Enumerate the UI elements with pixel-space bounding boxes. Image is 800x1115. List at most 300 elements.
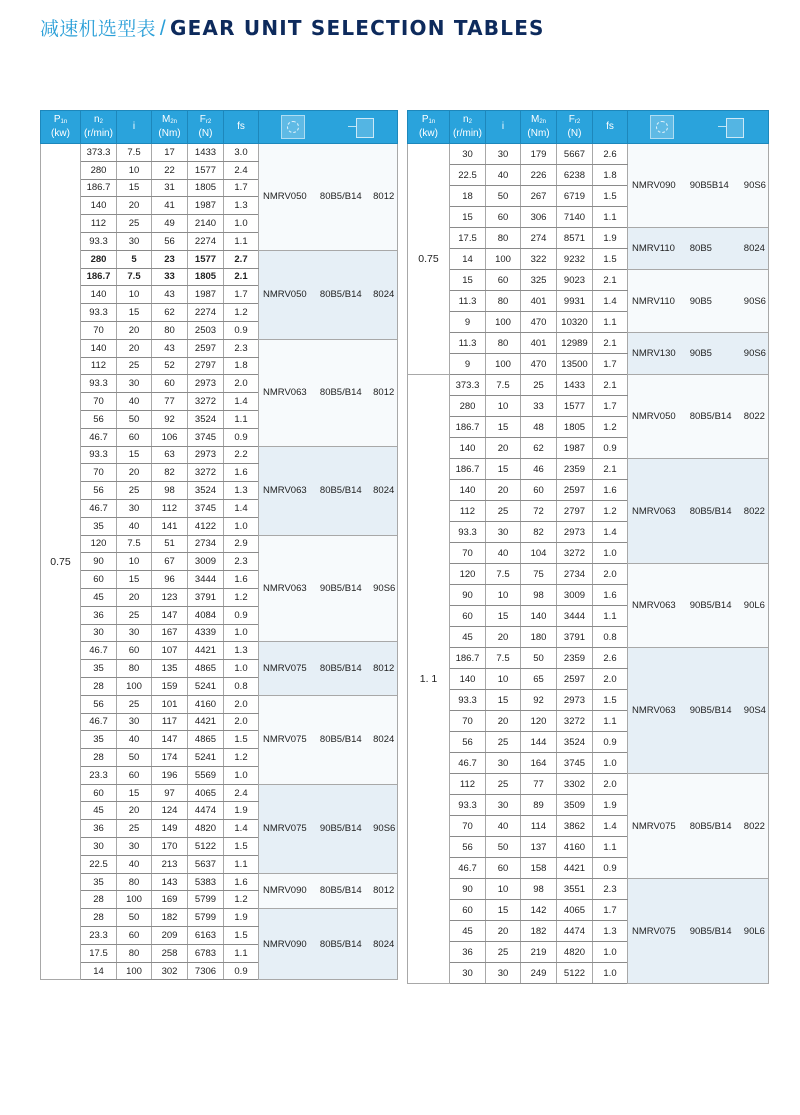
service-factor-cell: 0.9	[224, 606, 259, 624]
ratio-cell: 80	[117, 944, 152, 962]
gearbox-icon	[650, 115, 674, 139]
speed-cell: 35	[81, 517, 117, 535]
radial-load-cell: 2597	[557, 480, 593, 501]
speed-cell: 93.3	[81, 304, 117, 322]
service-factor-cell: 1.0	[224, 624, 259, 642]
table-row	[408, 270, 769, 291]
torque-cell: 169	[152, 891, 188, 909]
service-factor-cell: 2.1	[593, 270, 628, 291]
ratio-cell: 20	[117, 802, 152, 820]
torque-cell: 33	[152, 268, 188, 286]
service-factor-cell: 2.3	[224, 553, 259, 571]
torque-cell: 98	[521, 585, 557, 606]
speed-cell: 17.5	[81, 944, 117, 962]
radial-load-cell: 1433	[188, 144, 224, 162]
speed-cell: 140	[450, 438, 486, 459]
ratio-cell: 10	[486, 396, 521, 417]
motor-type: 90S6	[743, 180, 766, 191]
service-factor-cell: 1.2	[224, 891, 259, 909]
ratio-cell: 60	[117, 927, 152, 945]
service-factor-cell: 1.0	[593, 753, 628, 774]
radial-load-cell: 2597	[188, 339, 224, 357]
ratio-cell: 7.5	[486, 375, 521, 396]
service-factor-cell: 1.4	[224, 393, 259, 411]
service-factor-cell: 1.4	[224, 499, 259, 517]
model-cell	[628, 228, 769, 270]
table-row	[408, 459, 769, 480]
ratio-cell: 25	[486, 501, 521, 522]
service-factor-cell: 2.4	[224, 784, 259, 802]
ratio-cell: 20	[486, 480, 521, 501]
service-factor-cell: 1.4	[593, 816, 628, 837]
service-factor-cell: 1.0	[593, 942, 628, 963]
model-name: NMRV075	[263, 734, 307, 746]
service-factor-cell: 0.9	[224, 962, 259, 980]
model-info	[263, 191, 397, 202]
torque-cell: 142	[521, 900, 557, 921]
radial-load-cell: 3509	[557, 795, 593, 816]
model-info	[632, 296, 768, 307]
power-cell: 1. 1	[408, 375, 450, 984]
radial-load-cell: 1577	[188, 161, 224, 179]
header-subscript: 2n	[170, 119, 178, 125]
service-factor-cell: 1.7	[593, 396, 628, 417]
ratio-cell: 30	[117, 624, 152, 642]
radial-load-cell: 3444	[188, 571, 224, 589]
ratio-cell: 60	[117, 642, 152, 660]
radial-load-cell: 3791	[188, 588, 224, 606]
radial-load-cell: 2973	[188, 446, 224, 464]
torque-cell: 62	[152, 304, 188, 322]
radial-load-cell: 2797	[557, 501, 593, 522]
speed-cell: 280	[81, 250, 117, 268]
torque-cell: 249	[521, 963, 557, 984]
ratio-cell: 60	[117, 428, 152, 446]
speed-cell: 186.7	[450, 417, 486, 438]
service-factor-cell: 2.2	[224, 446, 259, 464]
model-cell	[628, 774, 769, 879]
motor-type: 90S6	[373, 582, 396, 594]
speed-cell: 186.7	[450, 459, 486, 480]
model-cell	[259, 339, 398, 446]
header-unit: (N)	[198, 128, 213, 139]
motor-type: 90S4	[743, 705, 766, 716]
model-info	[263, 289, 397, 300]
torque-cell: 75	[521, 564, 557, 585]
radial-load-cell: 9232	[557, 249, 593, 270]
selection-table-left	[40, 110, 398, 980]
speed-cell: 186.7	[81, 268, 117, 286]
radial-load-cell: 3745	[557, 753, 593, 774]
ratio-cell: 40	[117, 731, 152, 749]
service-factor-cell: 2.0	[593, 774, 628, 795]
radial-load-cell: 9931	[557, 291, 593, 312]
speed-cell: 46.7	[450, 753, 486, 774]
speed-cell: 23.3	[81, 927, 117, 945]
radial-load-cell: 3862	[557, 816, 593, 837]
torque-cell: 470	[521, 312, 557, 333]
motor-type: 8012	[373, 191, 395, 203]
model-cell	[628, 375, 769, 459]
flange-type: 90B5/B14	[319, 582, 362, 594]
service-factor-cell: 0.8	[593, 627, 628, 648]
torque-cell: 98	[152, 482, 188, 500]
torque-cell: 302	[152, 962, 188, 980]
service-factor-cell: 1.6	[593, 585, 628, 606]
service-factor-cell: 1.4	[593, 522, 628, 543]
speed-cell: 46.7	[81, 499, 117, 517]
radial-load-cell: 1987	[188, 286, 224, 304]
flange-type: 90B5B14	[689, 180, 729, 191]
ratio-cell: 7.5	[117, 268, 152, 286]
radial-load-cell: 4421	[188, 642, 224, 660]
radial-load-cell: 3272	[557, 543, 593, 564]
radial-load-cell: 4160	[557, 837, 593, 858]
table-row	[408, 774, 769, 795]
speed-cell: 93.3	[81, 446, 117, 464]
service-factor-cell: 1.0	[224, 215, 259, 233]
model-name: NMRV110	[632, 295, 675, 307]
model-info	[632, 348, 768, 359]
table-row	[41, 873, 398, 891]
motor-type: 8024	[373, 289, 395, 301]
speed-cell: 22.5	[81, 855, 117, 873]
speed-cell: 140	[81, 339, 117, 357]
model-name: NMRV063	[632, 705, 676, 716]
ratio-cell: 50	[486, 837, 521, 858]
ratio-cell: 20	[486, 438, 521, 459]
model-cell	[259, 784, 398, 873]
header-ratio	[117, 111, 152, 144]
torque-cell: 46	[521, 459, 557, 480]
speed-cell: 140	[450, 480, 486, 501]
header-torque	[152, 111, 188, 144]
radial-load-cell: 10320	[557, 312, 593, 333]
speed-cell: 22.5	[450, 165, 486, 186]
service-factor-cell: 1.8	[593, 165, 628, 186]
radial-load-cell: 2734	[557, 564, 593, 585]
speed-cell: 56	[81, 695, 117, 713]
table-row	[41, 642, 398, 660]
ratio-cell: 40	[117, 517, 152, 535]
model-cell	[628, 564, 769, 648]
speed-cell: 186.7	[81, 179, 117, 197]
torque-cell: 104	[521, 543, 557, 564]
table-header	[408, 111, 769, 144]
speed-cell: 56	[450, 837, 486, 858]
service-factor-cell: 1.4	[593, 291, 628, 312]
model-info	[263, 485, 397, 496]
torque-cell: 49	[152, 215, 188, 233]
speed-cell: 14	[81, 962, 117, 980]
speed-cell: 140	[81, 286, 117, 304]
ratio-cell: 7.5	[117, 144, 152, 162]
header-torque	[521, 111, 557, 144]
torque-cell: 401	[521, 291, 557, 312]
torque-cell: 107	[152, 642, 188, 660]
motor-type: 8024	[743, 243, 765, 254]
motor-type: 90L6	[743, 925, 765, 937]
radial-load-cell: 3524	[188, 482, 224, 500]
model-name: NMRV050	[263, 289, 307, 301]
speed-cell: 35	[81, 731, 117, 749]
radial-load-cell: 7140	[557, 207, 593, 228]
service-factor-cell: 2.3	[224, 339, 259, 357]
model-name: NMRV090	[263, 885, 307, 897]
ratio-cell: 100	[486, 249, 521, 270]
radial-load-cell: 3302	[557, 774, 593, 795]
flange-type: 80B5/B14	[319, 387, 362, 399]
service-factor-cell: 2.0	[224, 713, 259, 731]
radial-load-cell: 1805	[188, 179, 224, 197]
torque-cell: 120	[521, 711, 557, 732]
torque-cell: 60	[521, 480, 557, 501]
torque-cell: 98	[521, 879, 557, 900]
ratio-cell: 10	[117, 161, 152, 179]
ratio-cell: 25	[117, 215, 152, 233]
speed-cell: 30	[450, 144, 486, 165]
speed-cell: 90	[81, 553, 117, 571]
radial-load-cell: 1805	[188, 268, 224, 286]
radial-load-cell: 1987	[188, 197, 224, 215]
table-row	[408, 144, 769, 165]
torque-cell: 82	[521, 522, 557, 543]
flange-type: 90B5/B14	[319, 823, 362, 835]
radial-load-cell: 6163	[188, 927, 224, 945]
radial-load-cell: 3272	[557, 711, 593, 732]
service-factor-cell: 1.9	[224, 802, 259, 820]
service-factor-cell: 1.7	[224, 286, 259, 304]
ratio-cell: 100	[117, 962, 152, 980]
radial-load-cell: 3009	[188, 553, 224, 571]
speed-cell: 70	[81, 321, 117, 339]
torque-cell: 209	[152, 927, 188, 945]
service-factor-cell: 1.0	[224, 660, 259, 678]
service-factor-cell: 1.6	[224, 873, 259, 891]
speed-cell: 60	[450, 606, 486, 627]
ratio-cell: 15	[486, 459, 521, 480]
motor-type: 8024	[373, 938, 395, 950]
radial-load-cell: 5637	[188, 855, 224, 873]
radial-load-cell: 4421	[188, 713, 224, 731]
service-factor-cell: 1.2	[593, 417, 628, 438]
radial-load-cell: 2597	[557, 669, 593, 690]
torque-cell: 80	[152, 321, 188, 339]
service-factor-cell: 1.5	[224, 927, 259, 945]
ratio-cell: 80	[486, 228, 521, 249]
model-name: NMRV063	[632, 505, 676, 517]
service-factor-cell: 1.6	[593, 480, 628, 501]
model-info	[263, 823, 397, 834]
radial-load-cell: 2797	[188, 357, 224, 375]
flange-type: 90B5/B14	[689, 705, 732, 716]
motor-type: 8024	[373, 734, 395, 746]
ratio-cell: 25	[486, 732, 521, 753]
header-symbol: n	[94, 114, 100, 125]
model-cell	[259, 144, 398, 251]
header-speed	[450, 111, 486, 144]
model-info	[263, 387, 397, 398]
torque-cell: 143	[152, 873, 188, 891]
service-factor-cell: 1.9	[224, 909, 259, 927]
service-factor-cell: 1.3	[224, 482, 259, 500]
ratio-cell: 15	[117, 446, 152, 464]
header-unit: (Nm)	[158, 128, 181, 139]
radial-load-cell: 3791	[557, 627, 593, 648]
ratio-cell: 40	[117, 855, 152, 873]
radial-load-cell: 3272	[188, 464, 224, 482]
speed-cell: 46.7	[81, 428, 117, 446]
table-row	[408, 879, 769, 900]
torque-cell: 22	[152, 161, 188, 179]
speed-cell: 46.7	[81, 713, 117, 731]
service-factor-cell: 1.2	[593, 501, 628, 522]
torque-cell: 112	[152, 499, 188, 517]
torque-cell: 325	[521, 270, 557, 291]
service-factor-cell: 2.0	[593, 669, 628, 690]
model-info	[263, 583, 397, 594]
model-cell	[628, 459, 769, 564]
radial-load-cell: 2359	[557, 648, 593, 669]
header-subscript: 2	[99, 119, 103, 125]
service-factor-cell: 1.5	[593, 249, 628, 270]
header-power	[408, 111, 450, 144]
torque-cell: 147	[152, 606, 188, 624]
model-name: NMRV050	[632, 411, 676, 422]
torque-cell: 43	[152, 286, 188, 304]
model-cell	[628, 270, 769, 333]
ratio-cell: 50	[117, 909, 152, 927]
ratio-cell: 50	[117, 749, 152, 767]
ratio-cell: 25	[117, 606, 152, 624]
torque-cell: 101	[152, 695, 188, 713]
speed-cell: 93.3	[81, 232, 117, 250]
flange-type: 80B5/B14	[319, 191, 362, 203]
ratio-cell: 10	[117, 286, 152, 304]
radial-load-cell: 4820	[557, 942, 593, 963]
ratio-cell: 80	[117, 873, 152, 891]
model-info	[263, 734, 397, 745]
torque-cell: 267	[521, 186, 557, 207]
radial-load-cell: 5383	[188, 873, 224, 891]
torque-cell: 67	[152, 553, 188, 571]
model-cell	[259, 873, 398, 909]
service-factor-cell: 1.1	[593, 312, 628, 333]
table-row	[408, 228, 769, 249]
radial-load-cell: 4865	[188, 731, 224, 749]
table-row	[41, 909, 398, 927]
selection-table-right	[407, 110, 769, 984]
torque-cell: 219	[521, 942, 557, 963]
service-factor-cell: 1.9	[593, 228, 628, 249]
model-cell	[259, 250, 398, 339]
header-radial-load	[557, 111, 593, 144]
radial-load-cell: 3524	[557, 732, 593, 753]
motor-type: 8012	[373, 885, 395, 897]
table-row	[408, 648, 769, 669]
service-factor-cell: 1.2	[224, 304, 259, 322]
service-factor-cell: 0.9	[593, 438, 628, 459]
model-name: NMRV050	[263, 191, 307, 203]
radial-load-cell: 3272	[188, 393, 224, 411]
model-name: NMRV075	[632, 925, 676, 937]
header-unit: (r/min)	[453, 128, 482, 139]
title-english: GEAR UNIT SELECTION TABLES	[169, 16, 545, 40]
torque-cell: 306	[521, 207, 557, 228]
speed-cell: 23.3	[81, 766, 117, 784]
torque-cell: 63	[152, 446, 188, 464]
service-factor-cell: 1.0	[224, 517, 259, 535]
service-factor-cell: 1.5	[224, 838, 259, 856]
table-body	[408, 144, 769, 984]
ratio-cell: 60	[486, 270, 521, 291]
header-symbol: P	[421, 114, 429, 125]
torque-cell: 106	[152, 428, 188, 446]
service-factor-cell: 0.9	[593, 732, 628, 753]
ratio-cell: 100	[117, 677, 152, 695]
ratio-cell: 30	[486, 963, 521, 984]
ratio-cell: 25	[117, 820, 152, 838]
service-factor-cell: 1.8	[224, 357, 259, 375]
torque-cell: 43	[152, 339, 188, 357]
speed-cell: 17.5	[450, 228, 486, 249]
radial-load-cell: 4865	[188, 660, 224, 678]
torque-cell: 92	[521, 690, 557, 711]
speed-cell: 9	[450, 312, 486, 333]
radial-load-cell: 1987	[557, 438, 593, 459]
ratio-cell: 25	[117, 695, 152, 713]
service-factor-cell: 3.0	[224, 144, 259, 162]
ratio-cell: 7.5	[486, 564, 521, 585]
ratio-cell: 20	[486, 627, 521, 648]
torque-cell: 174	[152, 749, 188, 767]
ratio-cell: 20	[117, 464, 152, 482]
flange-type: 90B5/B14	[689, 600, 732, 611]
ratio-cell: 50	[117, 410, 152, 428]
service-factor-cell: 2.1	[593, 459, 628, 480]
service-factor-cell: 1.1	[593, 606, 628, 627]
table-row	[41, 144, 398, 162]
ratio-cell: 25	[117, 357, 152, 375]
ratio-cell: 25	[486, 774, 521, 795]
torque-cell: 226	[521, 165, 557, 186]
torque-cell: 182	[152, 909, 188, 927]
radial-load-cell: 2274	[188, 304, 224, 322]
torque-cell: 41	[152, 197, 188, 215]
torque-cell: 97	[152, 784, 188, 802]
header-icon-group	[259, 115, 397, 139]
service-factor-cell: 0.9	[224, 428, 259, 446]
ratio-cell: 10	[486, 879, 521, 900]
ratio-cell: 30	[117, 713, 152, 731]
service-factor-cell: 1.7	[593, 900, 628, 921]
ratio-cell: 15	[486, 417, 521, 438]
torque-cell: 274	[521, 228, 557, 249]
radial-load-cell: 5122	[188, 838, 224, 856]
service-factor-cell: 2.3	[593, 879, 628, 900]
header-symbol: M	[530, 114, 540, 125]
header-icons	[628, 111, 769, 144]
speed-cell: 112	[81, 357, 117, 375]
torque-cell: 158	[521, 858, 557, 879]
torque-cell: 258	[152, 944, 188, 962]
service-factor-cell: 1.5	[224, 731, 259, 749]
header-icons	[259, 111, 398, 144]
ratio-cell: 30	[486, 753, 521, 774]
header-subscript: 2n	[539, 119, 547, 125]
ratio-cell: 40	[486, 543, 521, 564]
speed-cell: 30	[81, 624, 117, 642]
